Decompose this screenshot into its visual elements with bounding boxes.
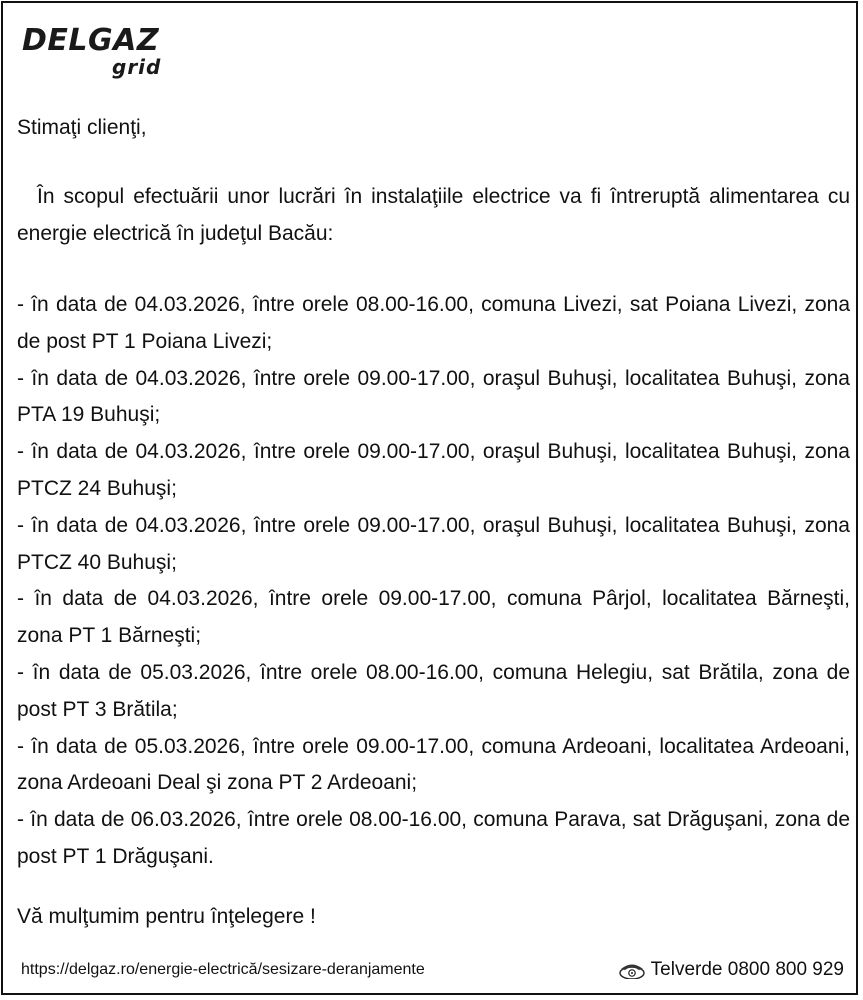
outage-item: - în data de 05.03.2026, între orele 09.00-17.00, comuna Ardeoani, localitatea Ardeoani, zona Ardeoani Deal şi zona PT 2 Ardeoani; <box>17 734 850 795</box>
outage-item: - în data de 04.03.2026, între orele 09.00-17.00, oraşul Buhuşi, localitatea Buhuşi, zona PTCZ 24 Buhuşi; <box>17 440 850 500</box>
footer-phone <box>619 958 844 982</box>
outage-item: - în data de 04.03.2026, între orele 08.00-16.00, comuna Livezi, sat Poiana Livezi, zona de post PT 1 Poiana Livezi; <box>17 293 850 353</box>
outage-item: - în data de 05.03.2026, între orele 08.00-16.00, comuna Helegiu, sat Brătila, zona de post PT 3 Brătila; <box>17 660 850 721</box>
outage-item: - în data de 04.03.2026, între orele 09.00-17.00, oraşul Buhuşi, localitatea Buhuşi, zona PTCZ 40 Buhuşi; <box>17 513 850 574</box>
delgaz-grid-logo <box>22 24 172 84</box>
outage-item: - în data de 04.03.2026, între orele 09.00-17.00, oraşul Buhuşi, localitatea Buhuşi, zona PTA 19 Buhuşi; <box>17 366 850 427</box>
footer-url[interactable]: https://delgaz.ro/energie-electrică/sesizare-deranjamente <box>21 961 425 978</box>
thanks-line: Vă mulţumim pentru înţelegere ! <box>17 905 316 928</box>
intro-paragraph: În scopul efectuării unor lucrări în instalaţiile electrice va fi întreruptă alimentarea cu energie electrică în judeţul Bacău: <box>17 185 850 245</box>
telverde-number: Telverde 0800 800 929 <box>650 959 844 980</box>
outage-list <box>17 287 850 876</box>
outage-item: - în data de 04.03.2026, între orele 09.00-17.00, comuna Pârjol, localitatea Bărneşti, zona PT 1 Bărneşti; <box>17 587 850 648</box>
telephone-icon <box>619 961 645 979</box>
greeting: Stimaţi clienţi, <box>17 116 147 139</box>
logo-sub-text: grid <box>112 55 162 79</box>
outage-item: - în data de 06.03.2026, între orele 08.00-16.00, comuna Parava, sat Drăguşani, zona de post PT 1 Drăguşani. <box>17 808 850 868</box>
logo-brand-text: DELGAZ <box>22 23 160 58</box>
